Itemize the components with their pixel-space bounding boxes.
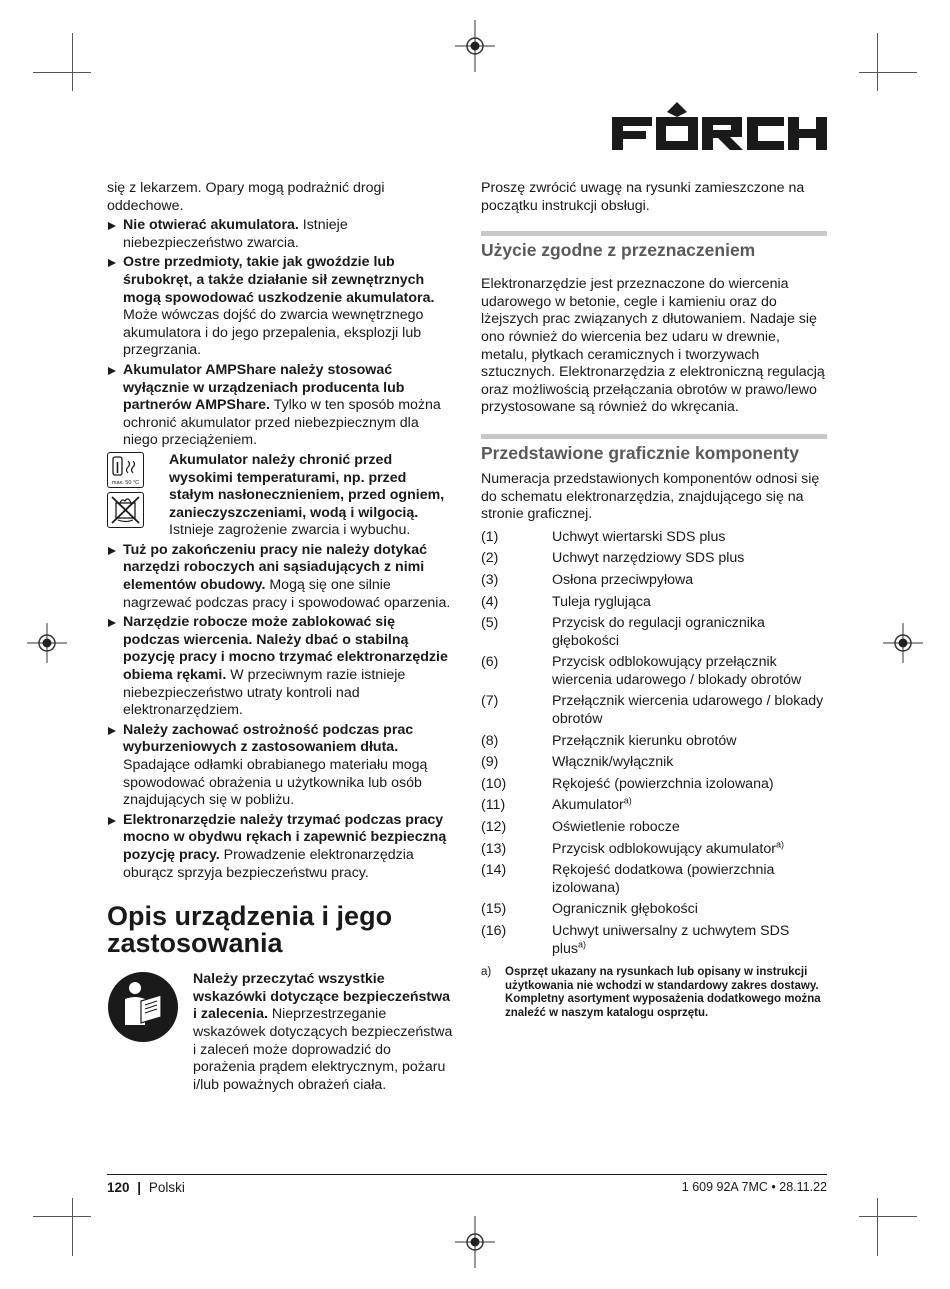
component-item: (6) Przycisk odblokowujący przełącznik wiercenia udarowego / blokady obrotów <box>481 654 802 688</box>
max-temperature-icon <box>107 452 144 488</box>
bullet-item: Akumulator AMPShare należy stosować wyłącznie w urządzeniach producenta lub partnerów AMPShare. Tylko w ten sposób można ochronić akumulator przed niebezpiecznym dla niego przeciążeniem. <box>107 362 455 450</box>
bullet-item: Nie otwierać akumulatora. Istnieje niebezpieczeństwo zwarcia. <box>107 217 455 252</box>
component-item: (1) Uchwyt wiertarski SDS plus <box>481 528 726 545</box>
component-item: (12) Oświetlenie robocze <box>481 819 680 836</box>
bullet-item: Narzędzie robocze może zablokować się podczas wiercenia. Należy dbać o stabilną pozycję pracy i mocno trzymać elektronarzędzie obiema rękami. W przeciwnym razie istnieje niebezpieczeństwo utraty kontroli nad elektronarzędziem. <box>107 614 455 720</box>
page-footer: 120 | Polski 1 609 92A 7MC • 28.11.22 <box>107 1174 827 1195</box>
component-item: (14) Rękojeść dodatkowa (powierzchnia izolowana) <box>481 862 775 896</box>
heat-warning-text: Akumulator należy chronić przed wysokimi temperaturami, np. przed stałym nasłonecznieniem, przed ogniem, zanieczyszczeniami, wodą i wilgocią. Istnieje zagrożenie zwarcia i wybuchu. <box>169 451 445 539</box>
logo-text: FÖRCH <box>612 102 616 103</box>
paragraph: Numeracja przedstawionych komponentów odnosi się do schematu elektronarzędzia, znajdującego się na stronie graficznej. <box>481 470 820 523</box>
read-instructions-text: Należy przeczytać wszystkie wskazówki dotyczące bezpieczeństwa i zalecenia. Nieprzestrzeganie wskazówek dotyczących bezpieczeństwa i zaleceń może doprowadzić do porażenia prądem elektrycznym, pożaru i/lub poważnych obrażeń ciała. <box>193 971 453 1093</box>
crop-mark <box>877 33 878 91</box>
document-code: 1 609 92A 7MC • 28.11.22 <box>681 1180 827 1194</box>
crop-mark <box>33 72 91 73</box>
crop-mark <box>859 72 917 73</box>
component-item: (11) Akumulator$^{a)}$ <box>481 795 632 814</box>
registration-mark-left <box>27 623 67 663</box>
registration-mark-top <box>455 20 495 72</box>
paragraph: Elektronarzędzie jest przeznaczone do wiercenia udarowego w betonie, cegle i kamieniu oraz do lżejszych prac związanych z dłutowaniem. Nadaje się ono również do wiercenia bez udaru w drewnie, metalu, płytkach ceramicznych i tworzywach sztucznych. Elektronarzędzia z elektroniczną regulacją oraz możliwością przełączania obrotów w prawo/lewo przystosowane są również do wkręcania. <box>481 276 825 416</box>
component-item: (13) Przycisk odblokowujący akumulator$^{a)}$ <box>481 838 784 857</box>
bullet-item: Ostre przedmioty, takie jak gwoździe lub śrubokręt, a także działanie sił zewnętrznych mogą spowodować uszkodzenie akumulatora. Może wówczas dojść do zwarcia wewnętrznego akumulatora i do jego przepalenia, eksplozji lub przegrzania. <box>107 254 455 360</box>
crop-mark <box>33 1216 91 1217</box>
component-item: (15) Ogranicznik głębokości <box>481 901 698 918</box>
component-item: (5) Przycisk do regulacji ogranicznika głębokości <box>481 615 765 649</box>
read-instructions-block <box>107 971 455 1094</box>
max-temperature-label: max. 50 °C <box>111 479 140 486</box>
left-column <box>107 180 455 1096</box>
component-item: (16) Uchwyt uniwersalny z uchwytem SDS plus$^{a)}$ <box>481 923 790 957</box>
paragraph: się z lekarzem. Opary mogą podrażnić drogi oddechowe. <box>107 180 385 214</box>
component-item: (10) Rękojeść (powierzchnia izolowana) <box>481 775 774 792</box>
page-number: 120 <box>107 1180 130 1195</box>
component-item: (4) Tuleja ryglująca <box>481 593 651 610</box>
crop-mark <box>72 1198 73 1256</box>
component-item: (8) Przełącznik kierunku obrotów <box>481 732 737 749</box>
read-manual-icon <box>107 971 179 1043</box>
components-list <box>481 529 827 958</box>
section-heading-components: Przedstawione graficznie komponenty <box>481 434 827 463</box>
crop-mark <box>877 1198 878 1256</box>
footnote: a) Osprzęt ukazany na rysunkach lub opisany w instrukcji użytkowania nie wchodzi w standardowy zakres dostawy. Kompletny asortyment wyposażenia dodatkowego można znaleźć w naszym katalogu osprzętu. <box>481 966 821 1019</box>
bullet-item: Elektronarzędzie należy trzymać podczas pracy mocno w obydwu rękach i zapewnić bezpieczną pozycję pracy. Prowadzenie elektronarzędzia oburącz sprzyja bezpieczeństwu pracy. <box>107 812 455 882</box>
heat-warning-block <box>107 452 455 540</box>
registration-mark-right <box>883 623 923 663</box>
component-item: (9) Włącznik/wyłącznik <box>481 754 674 771</box>
bullet-item: Należy zachować ostrożność podczas prac wyburzeniowych z zastosowaniem dłuta. Spadające odłamki obrabianego materiału mogą spowodować obrażenia u użytkownika lub osób znajdujących się w pobliżu. <box>107 722 455 810</box>
section-heading-use: Użycie zgodne z przeznaczeniem <box>481 231 827 260</box>
no-fire-water-icon <box>107 492 144 528</box>
right-column <box>481 180 827 1020</box>
paragraph: Proszę zwrócić uwagę na rysunki zamieszczone na początku instrukcji obsługi. <box>481 180 805 214</box>
registration-mark-bottom <box>455 1216 495 1268</box>
component-item: (2) Uchwyt narzędziowy SDS plus <box>481 550 745 567</box>
bullet-item: Tuż po zakończeniu pracy nie należy dotykać narzędzi roboczych ani sąsiadujących z nimi elementów obudowy. Mogą się one silnie nagrzewać podczas pracy i spowodować oparzenia. <box>107 542 455 612</box>
forch-logo <box>612 102 827 152</box>
crop-mark <box>72 33 73 91</box>
component-item: (3) Osłona przeciwpyłowa <box>481 571 694 588</box>
language-label: Polski <box>148 1180 185 1195</box>
component-item: (7) Przełącznik wiercenia udarowego / blokady obrotów <box>481 693 824 728</box>
crop-mark <box>859 1216 917 1217</box>
section-heading: Opis urządzenia i jego zastosowania <box>107 901 393 959</box>
